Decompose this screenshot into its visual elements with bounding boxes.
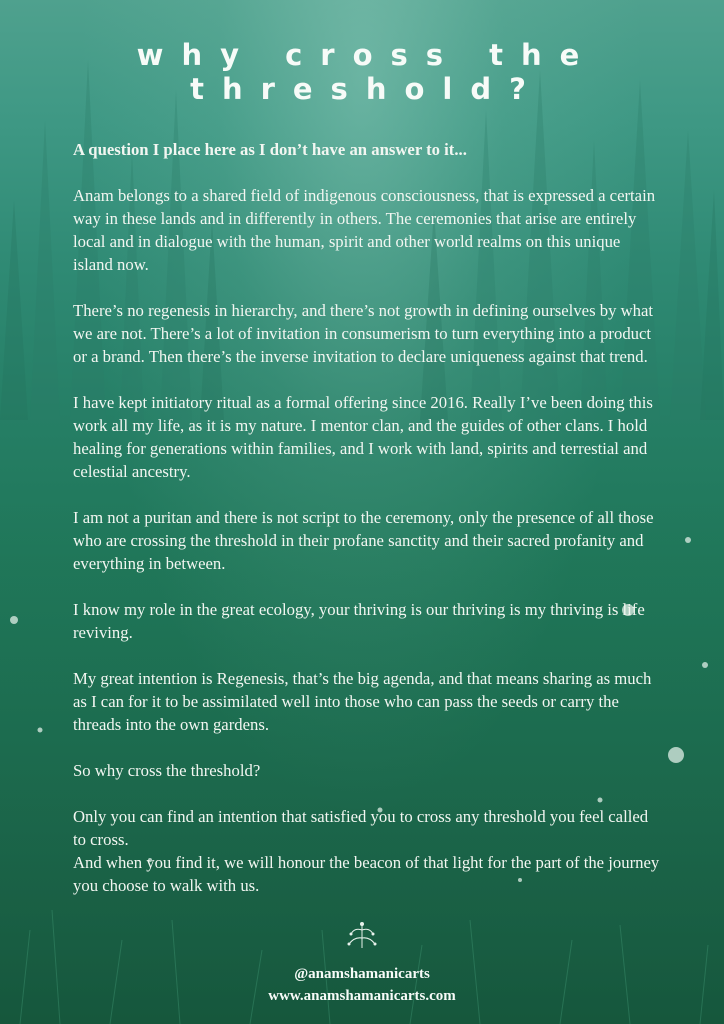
title-line-2: threshold? xyxy=(190,72,544,106)
lead-paragraph: A question I place here as I don’t have an answer to it... xyxy=(73,140,467,159)
paragraph: I have kept initiatory ritual as a formal offering since 2016. Really I’ve been doing this work all my life, as it is my nature. I mentor clan, and the guides of other clans. I hold healing for generations within families, and I work with land, spirits and terrestial and celestial ancestry. xyxy=(73,393,653,481)
page-title xyxy=(0,38,724,106)
closing-line-1: Only you can find an intention that satisfied you to cross any threshold you feel called to cross. xyxy=(73,807,649,849)
body-text xyxy=(73,138,661,897)
paragraph: I am not a puritan and there is not script to the ceremony, only the presence of all those who are crossing the threshold in their profane sanctity and their sacred profanity and everything in between. xyxy=(73,508,654,573)
closing-line-2: And when you find it, we will honour the beacon of that light for the part of the journey you choose to walk with us. xyxy=(73,853,660,895)
paragraph: There’s no regenesis in hierarchy, and there’s not growth in defining ourselves by what we are not. There’s a lot of invitation in consumerism to turn everything into a product or a brand. Then there’s the inverse invitation to declare uniqueness against that trend. xyxy=(73,301,654,366)
paragraph: My great intention is Regenesis, that’s the big agenda, and that means sharing as much as I can for it to be assimilated well into those who can pass the seeds or carry the threads into the own gardens. xyxy=(73,669,652,734)
paragraph: So why cross the threshold? xyxy=(73,761,261,780)
paragraph: Anam belongs to a shared field of indigenous consciousness, that is expressed a certain way in these lands and in differently in others. The ceremonies that arise are entirely local and in dialogue with the human, spirit and other world realms on this unique island now. xyxy=(73,186,656,274)
paragraph: I know my role in the great ecology, your thriving is our thriving is my thriving is life reviving. xyxy=(73,600,645,642)
social-handle[interactable]: @anamshamanicarts xyxy=(294,966,430,982)
closing-paragraph xyxy=(73,805,661,897)
website-link[interactable]: www.anamshamanicarts.com xyxy=(268,988,456,1004)
floral-ornament-icon xyxy=(341,920,383,952)
title-line-1: why cross the xyxy=(136,38,598,72)
